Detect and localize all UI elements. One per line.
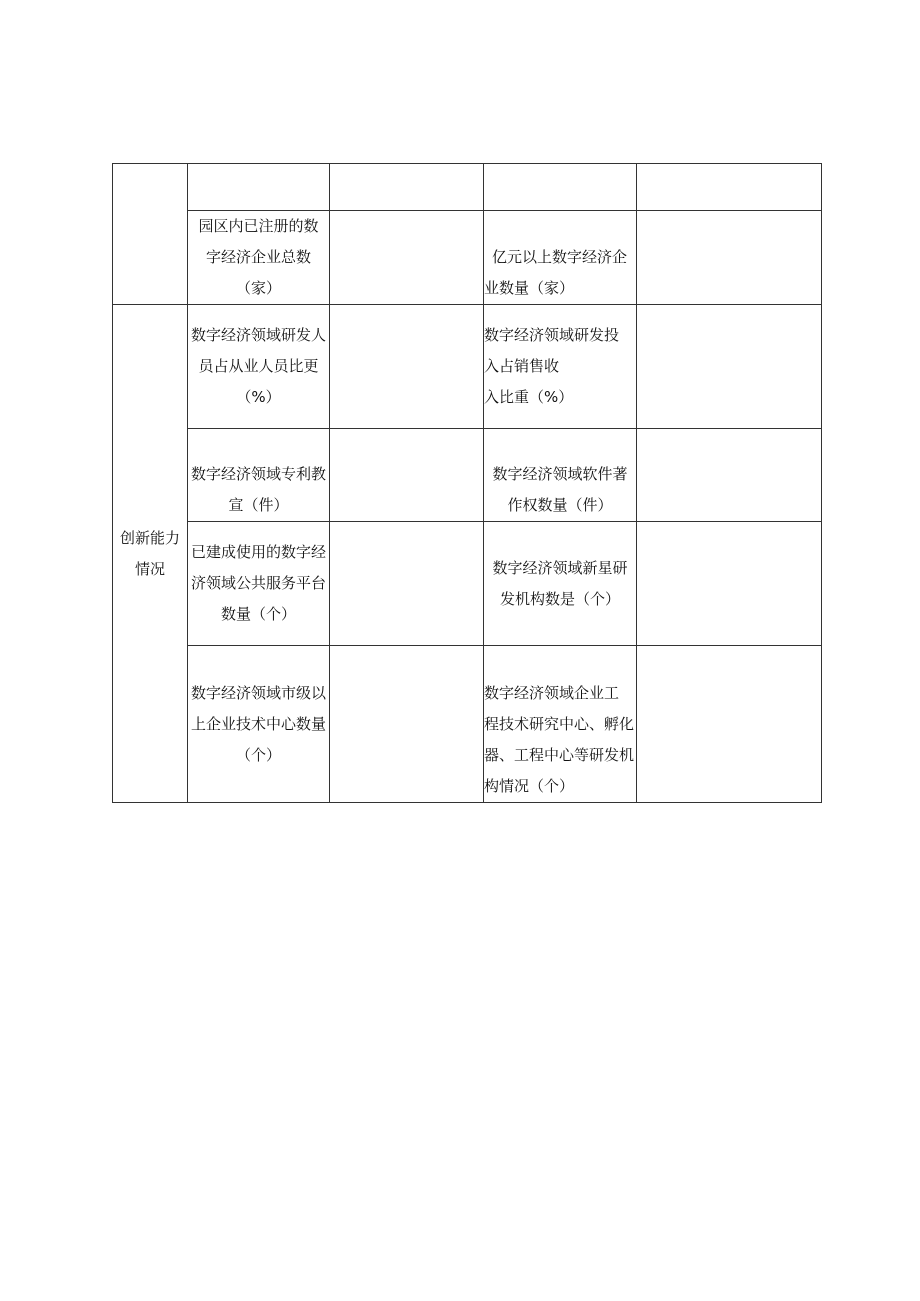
value-input-cell[interactable] xyxy=(330,211,484,305)
value-input-cell[interactable] xyxy=(330,522,484,646)
label-cell xyxy=(484,164,637,211)
category-cell-section1 xyxy=(113,164,188,305)
table-row xyxy=(113,646,822,803)
table-row xyxy=(113,164,822,211)
label-cell xyxy=(188,164,330,211)
category-cell-innovation xyxy=(113,305,188,803)
table-row xyxy=(113,305,822,429)
label-cell-software-copyrights: 数字经济领域软件著 作权数量（件） xyxy=(484,429,637,522)
label-cell-rd-personnel: 数字经济领域研发人 员占从业人员比更 （%） xyxy=(188,305,330,429)
value-input-cell[interactable] xyxy=(637,211,822,305)
label-cell-billion-enterprises: 亿元以上数字经济企 业数量（家） xyxy=(484,211,637,305)
label-cell-engineering-centers: 数字经济领域企业工 程技术研究中心、孵化 器、工程中心等研发机 构情况（个） xyxy=(484,646,637,803)
value-input-cell[interactable] xyxy=(637,522,822,646)
label-cell-new-rd-institutions: 数字经济领域新星研 发机构数是（个） xyxy=(484,522,637,646)
value-input-cell[interactable] xyxy=(637,305,822,429)
category-label: 创新能力 情况 xyxy=(119,528,180,578)
value-input-cell[interactable] xyxy=(637,429,822,522)
table-row xyxy=(113,211,822,305)
value-input-cell[interactable] xyxy=(637,646,822,803)
value-input-cell[interactable] xyxy=(330,646,484,803)
value-input-cell[interactable] xyxy=(330,429,484,522)
label-cell-public-platforms: 已建成使用的数字经 济领域公共服务平台 数量（个） xyxy=(188,522,330,646)
value-input-cell[interactable] xyxy=(330,305,484,429)
label-cell-tech-centers: 数字经济领域市级以 上企业技术中心数量 （个） xyxy=(188,646,330,803)
value-input-cell[interactable] xyxy=(330,164,484,211)
statistics-form-table xyxy=(112,163,822,803)
label-cell-patents: 数字经济领域专利教 宣（件） xyxy=(188,429,330,522)
label-cell-registered-enterprises: 园区内已注册的数 字经济企业总数 （家） xyxy=(188,211,330,305)
value-input-cell[interactable] xyxy=(637,164,822,211)
label-cell-rd-investment: 数字经济领域研发投 入占销售收 入比重（%） xyxy=(484,305,637,429)
table-row xyxy=(113,429,822,522)
table-row xyxy=(113,522,822,646)
